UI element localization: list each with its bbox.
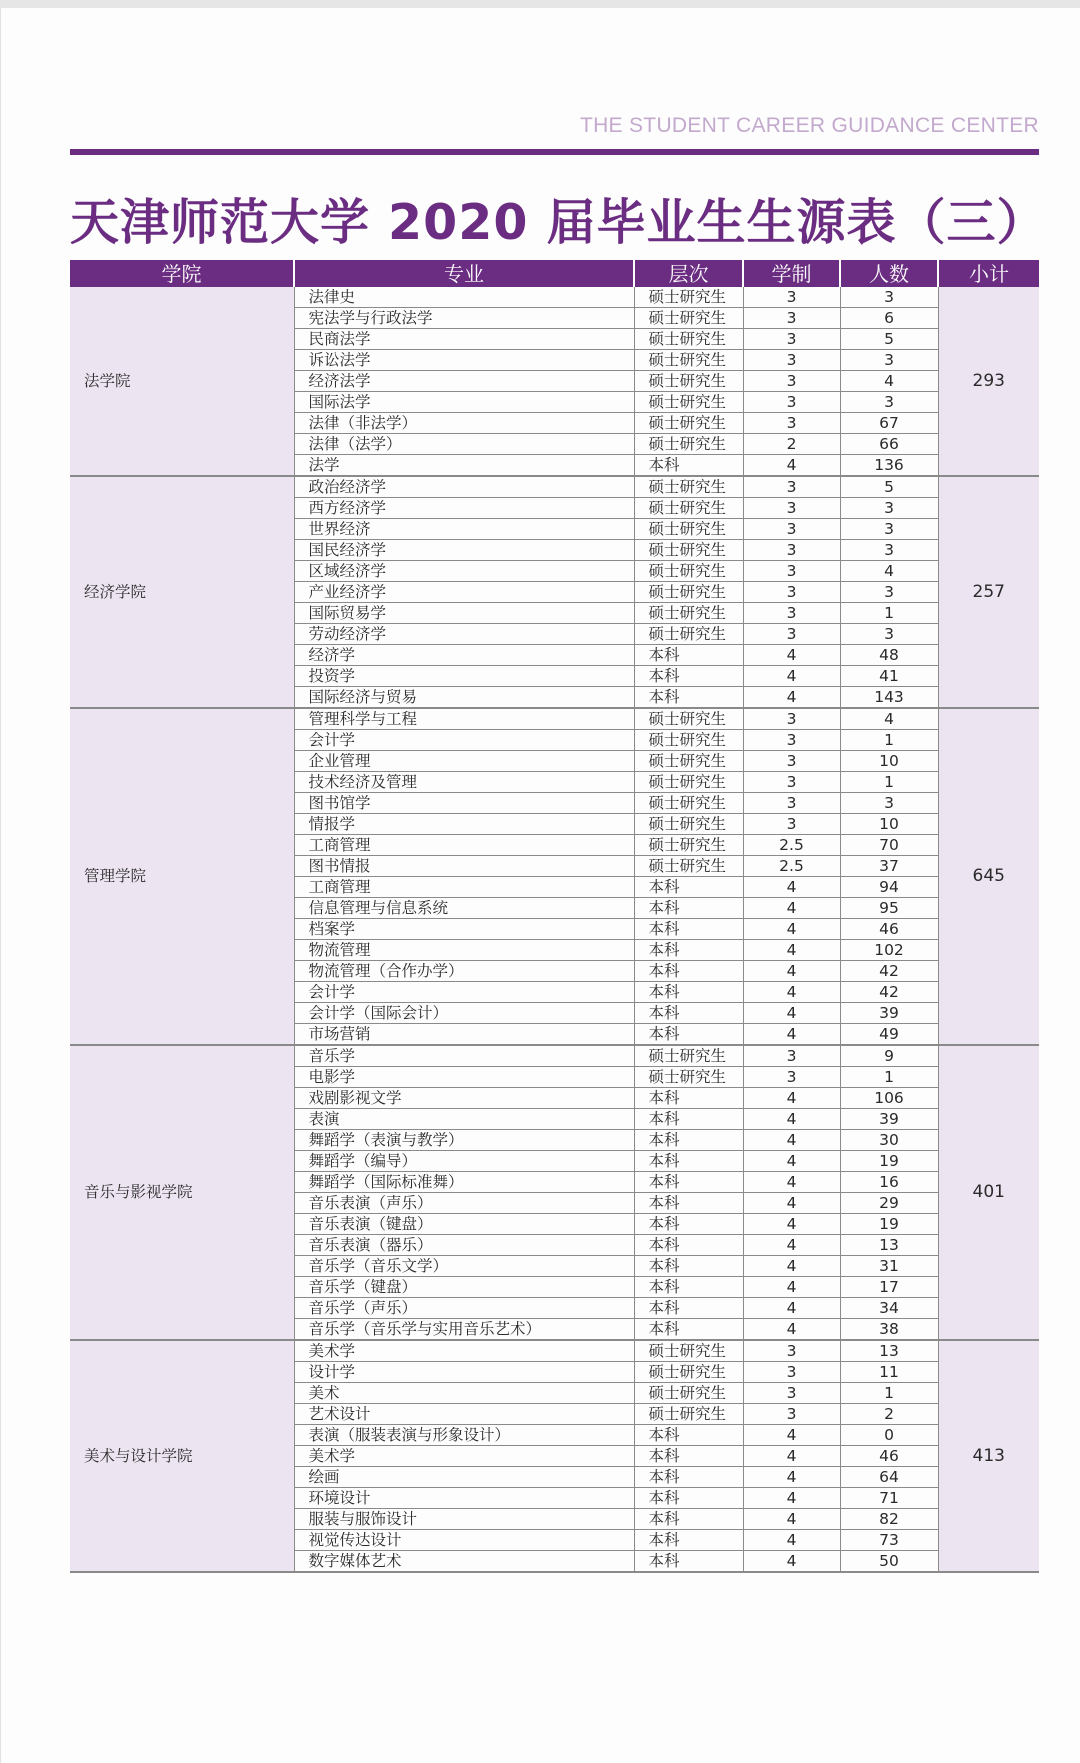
level-cell: 硕士研究生 bbox=[634, 1404, 743, 1425]
years-cell: 3 bbox=[743, 1045, 840, 1067]
level-cell: 硕士研究生 bbox=[634, 519, 743, 540]
major-cell: 民商法学 bbox=[294, 329, 634, 350]
level-cell: 本科 bbox=[634, 1109, 743, 1130]
years-cell: 3 bbox=[743, 708, 840, 730]
level-cell: 本科 bbox=[634, 961, 743, 982]
level-cell: 硕士研究生 bbox=[634, 1045, 743, 1067]
count-cell: 41 bbox=[840, 666, 938, 687]
level-cell: 本科 bbox=[634, 1298, 743, 1319]
years-cell: 2.5 bbox=[743, 856, 840, 877]
major-cell: 国际法学 bbox=[294, 392, 634, 413]
level-cell: 本科 bbox=[634, 1551, 743, 1573]
subtotal-cell: 413 bbox=[938, 1340, 1039, 1572]
level-cell: 本科 bbox=[634, 898, 743, 919]
major-cell: 美术学 bbox=[294, 1340, 634, 1362]
years-cell: 3 bbox=[743, 498, 840, 519]
years-cell: 4 bbox=[743, 1193, 840, 1214]
major-cell: 数字媒体艺术 bbox=[294, 1551, 634, 1573]
years-cell: 2 bbox=[743, 434, 840, 455]
major-cell: 情报学 bbox=[294, 814, 634, 835]
column-header-years: 学制 bbox=[743, 260, 840, 287]
years-cell: 3 bbox=[743, 1383, 840, 1404]
years-cell: 4 bbox=[743, 1277, 840, 1298]
count-cell: 37 bbox=[840, 856, 938, 877]
years-cell: 3 bbox=[743, 1340, 840, 1362]
years-cell: 4 bbox=[743, 1256, 840, 1277]
level-cell: 本科 bbox=[634, 1446, 743, 1467]
major-cell: 表演（服装表演与形象设计） bbox=[294, 1425, 634, 1446]
level-cell: 本科 bbox=[634, 982, 743, 1003]
major-cell: 设计学 bbox=[294, 1362, 634, 1383]
major-cell: 宪法学与行政法学 bbox=[294, 308, 634, 329]
major-cell: 市场营销 bbox=[294, 1024, 634, 1046]
count-cell: 10 bbox=[840, 814, 938, 835]
count-cell: 70 bbox=[840, 835, 938, 856]
major-cell: 投资学 bbox=[294, 666, 634, 687]
table-row bbox=[70, 476, 1039, 498]
count-cell: 6 bbox=[840, 308, 938, 329]
years-cell: 4 bbox=[743, 1488, 840, 1509]
years-cell: 3 bbox=[743, 772, 840, 793]
count-cell: 1 bbox=[840, 603, 938, 624]
table-body bbox=[70, 287, 1039, 1572]
major-cell: 国民经济学 bbox=[294, 540, 634, 561]
years-cell: 3 bbox=[743, 1362, 840, 1383]
years-cell: 4 bbox=[743, 1088, 840, 1109]
page-edge bbox=[0, 8, 1, 1763]
years-cell: 4 bbox=[743, 961, 840, 982]
years-cell: 3 bbox=[743, 392, 840, 413]
count-cell: 39 bbox=[840, 1003, 938, 1024]
count-cell: 48 bbox=[840, 645, 938, 666]
years-cell: 4 bbox=[743, 1551, 840, 1573]
college-cell: 音乐与影视学院 bbox=[70, 1045, 294, 1340]
major-cell: 法学 bbox=[294, 455, 634, 477]
level-cell: 硕士研究生 bbox=[634, 434, 743, 455]
level-cell: 本科 bbox=[634, 940, 743, 961]
level-cell: 本科 bbox=[634, 1172, 743, 1193]
count-cell: 67 bbox=[840, 413, 938, 434]
years-cell: 4 bbox=[743, 982, 840, 1003]
count-cell: 13 bbox=[840, 1235, 938, 1256]
major-cell: 电影学 bbox=[294, 1067, 634, 1088]
count-cell: 4 bbox=[840, 371, 938, 392]
major-cell: 企业管理 bbox=[294, 751, 634, 772]
major-cell: 国际贸易学 bbox=[294, 603, 634, 624]
major-cell: 西方经济学 bbox=[294, 498, 634, 519]
years-cell: 3 bbox=[743, 476, 840, 498]
count-cell: 66 bbox=[840, 434, 938, 455]
major-cell: 物流管理（合作办学） bbox=[294, 961, 634, 982]
years-cell: 3 bbox=[743, 561, 840, 582]
count-cell: 42 bbox=[840, 961, 938, 982]
level-cell: 硕士研究生 bbox=[634, 624, 743, 645]
years-cell: 4 bbox=[743, 1319, 840, 1341]
level-cell: 本科 bbox=[634, 1256, 743, 1277]
level-cell: 硕士研究生 bbox=[634, 1340, 743, 1362]
level-cell: 本科 bbox=[634, 1024, 743, 1046]
page-title: 天津师范大学 2020 届毕业生生源表（三） bbox=[70, 194, 1047, 251]
years-cell: 3 bbox=[743, 287, 840, 308]
years-cell: 4 bbox=[743, 687, 840, 709]
count-cell: 3 bbox=[840, 540, 938, 561]
years-cell: 3 bbox=[743, 814, 840, 835]
years-cell: 4 bbox=[743, 1003, 840, 1024]
count-cell: 34 bbox=[840, 1298, 938, 1319]
subtotal-cell: 293 bbox=[938, 287, 1039, 476]
level-cell: 硕士研究生 bbox=[634, 329, 743, 350]
major-cell: 法律（非法学） bbox=[294, 413, 634, 434]
count-cell: 3 bbox=[840, 350, 938, 371]
level-cell: 本科 bbox=[634, 645, 743, 666]
count-cell: 143 bbox=[840, 687, 938, 709]
level-cell: 硕士研究生 bbox=[634, 856, 743, 877]
major-cell: 国际经济与贸易 bbox=[294, 687, 634, 709]
level-cell: 本科 bbox=[634, 919, 743, 940]
count-cell: 4 bbox=[840, 708, 938, 730]
count-cell: 49 bbox=[840, 1024, 938, 1046]
level-cell: 硕士研究生 bbox=[634, 1067, 743, 1088]
years-cell: 4 bbox=[743, 898, 840, 919]
years-cell: 4 bbox=[743, 1109, 840, 1130]
count-cell: 82 bbox=[840, 1509, 938, 1530]
level-cell: 硕士研究生 bbox=[634, 793, 743, 814]
years-cell: 4 bbox=[743, 1298, 840, 1319]
major-cell: 服装与服饰设计 bbox=[294, 1509, 634, 1530]
major-cell: 世界经济 bbox=[294, 519, 634, 540]
major-cell: 法律（法学） bbox=[294, 434, 634, 455]
count-cell: 95 bbox=[840, 898, 938, 919]
years-cell: 4 bbox=[743, 1172, 840, 1193]
years-cell: 4 bbox=[743, 455, 840, 477]
major-cell: 产业经济学 bbox=[294, 582, 634, 603]
screen-top-bar bbox=[0, 0, 1080, 8]
major-cell: 经济法学 bbox=[294, 371, 634, 392]
level-cell: 本科 bbox=[634, 1319, 743, 1341]
level-cell: 本科 bbox=[634, 1425, 743, 1446]
major-cell: 音乐学（声乐） bbox=[294, 1298, 634, 1319]
major-cell: 法律史 bbox=[294, 287, 634, 308]
major-cell: 档案学 bbox=[294, 919, 634, 940]
major-cell: 工商管理 bbox=[294, 877, 634, 898]
column-header-level: 层次 bbox=[634, 260, 743, 287]
major-cell: 环境设计 bbox=[294, 1488, 634, 1509]
level-cell: 硕士研究生 bbox=[634, 371, 743, 392]
table-row bbox=[70, 287, 1039, 308]
years-cell: 2.5 bbox=[743, 835, 840, 856]
years-cell: 4 bbox=[743, 666, 840, 687]
years-cell: 4 bbox=[743, 1214, 840, 1235]
column-header-major: 专业 bbox=[294, 260, 634, 287]
table-row bbox=[70, 708, 1039, 730]
count-cell: 73 bbox=[840, 1530, 938, 1551]
count-cell: 3 bbox=[840, 392, 938, 413]
count-cell: 71 bbox=[840, 1488, 938, 1509]
count-cell: 102 bbox=[840, 940, 938, 961]
years-cell: 3 bbox=[743, 793, 840, 814]
level-cell: 硕士研究生 bbox=[634, 392, 743, 413]
major-cell: 绘画 bbox=[294, 1467, 634, 1488]
years-cell: 3 bbox=[743, 1067, 840, 1088]
years-cell: 3 bbox=[743, 350, 840, 371]
count-cell: 1 bbox=[840, 772, 938, 793]
major-cell: 会计学 bbox=[294, 982, 634, 1003]
major-cell: 会计学 bbox=[294, 730, 634, 751]
count-cell: 1 bbox=[840, 1383, 938, 1404]
count-cell: 50 bbox=[840, 1551, 938, 1573]
level-cell: 本科 bbox=[634, 1509, 743, 1530]
level-cell: 本科 bbox=[634, 1530, 743, 1551]
years-cell: 3 bbox=[743, 1404, 840, 1425]
major-cell: 图书馆学 bbox=[294, 793, 634, 814]
count-cell: 39 bbox=[840, 1109, 938, 1130]
count-cell: 30 bbox=[840, 1130, 938, 1151]
years-cell: 4 bbox=[743, 1425, 840, 1446]
major-cell: 表演 bbox=[294, 1109, 634, 1130]
count-cell: 3 bbox=[840, 582, 938, 603]
column-header-college: 学院 bbox=[70, 260, 294, 287]
years-cell: 4 bbox=[743, 1151, 840, 1172]
subtotal-cell: 401 bbox=[938, 1045, 1039, 1340]
major-cell: 工商管理 bbox=[294, 835, 634, 856]
years-cell: 4 bbox=[743, 1024, 840, 1046]
level-cell: 本科 bbox=[634, 1235, 743, 1256]
major-cell: 诉讼法学 bbox=[294, 350, 634, 371]
graduate-source-table bbox=[70, 260, 1039, 1573]
level-cell: 硕士研究生 bbox=[634, 582, 743, 603]
years-cell: 3 bbox=[743, 519, 840, 540]
major-cell: 音乐学（音乐文学） bbox=[294, 1256, 634, 1277]
count-cell: 38 bbox=[840, 1319, 938, 1341]
level-cell: 硕士研究生 bbox=[634, 730, 743, 751]
level-cell: 硕士研究生 bbox=[634, 540, 743, 561]
major-cell: 劳动经济学 bbox=[294, 624, 634, 645]
years-cell: 4 bbox=[743, 919, 840, 940]
years-cell: 4 bbox=[743, 1467, 840, 1488]
years-cell: 4 bbox=[743, 645, 840, 666]
level-cell: 硕士研究生 bbox=[634, 835, 743, 856]
level-cell: 硕士研究生 bbox=[634, 561, 743, 582]
major-cell: 会计学（国际会计） bbox=[294, 1003, 634, 1024]
level-cell: 本科 bbox=[634, 1151, 743, 1172]
years-cell: 3 bbox=[743, 624, 840, 645]
level-cell: 硕士研究生 bbox=[634, 772, 743, 793]
column-header-subtotal: 小计 bbox=[938, 260, 1039, 287]
count-cell: 106 bbox=[840, 1088, 938, 1109]
level-cell: 本科 bbox=[634, 1088, 743, 1109]
level-cell: 硕士研究生 bbox=[634, 287, 743, 308]
years-cell: 4 bbox=[743, 877, 840, 898]
table-row bbox=[70, 1340, 1039, 1362]
years-cell: 3 bbox=[743, 751, 840, 772]
years-cell: 4 bbox=[743, 1130, 840, 1151]
major-cell: 音乐表演（键盘） bbox=[294, 1214, 634, 1235]
count-cell: 17 bbox=[840, 1277, 938, 1298]
count-cell: 5 bbox=[840, 329, 938, 350]
college-cell: 法学院 bbox=[70, 287, 294, 476]
years-cell: 3 bbox=[743, 329, 840, 350]
years-cell: 4 bbox=[743, 940, 840, 961]
level-cell: 硕士研究生 bbox=[634, 751, 743, 772]
count-cell: 5 bbox=[840, 476, 938, 498]
count-cell: 3 bbox=[840, 624, 938, 645]
level-cell: 本科 bbox=[634, 1488, 743, 1509]
column-header-count: 人数 bbox=[840, 260, 938, 287]
table-row bbox=[70, 1045, 1039, 1067]
count-cell: 11 bbox=[840, 1362, 938, 1383]
count-cell: 13 bbox=[840, 1340, 938, 1362]
years-cell: 3 bbox=[743, 730, 840, 751]
count-cell: 19 bbox=[840, 1214, 938, 1235]
count-cell: 3 bbox=[840, 519, 938, 540]
count-cell: 64 bbox=[840, 1467, 938, 1488]
table-header-row bbox=[70, 260, 1039, 287]
header-rule bbox=[70, 149, 1039, 155]
level-cell: 本科 bbox=[634, 666, 743, 687]
level-cell: 本科 bbox=[634, 1193, 743, 1214]
major-cell: 戏剧影视文学 bbox=[294, 1088, 634, 1109]
major-cell: 音乐表演（器乐） bbox=[294, 1235, 634, 1256]
count-cell: 42 bbox=[840, 982, 938, 1003]
level-cell: 硕士研究生 bbox=[634, 308, 743, 329]
count-cell: 94 bbox=[840, 877, 938, 898]
years-cell: 3 bbox=[743, 413, 840, 434]
level-cell: 本科 bbox=[634, 1277, 743, 1298]
level-cell: 硕士研究生 bbox=[634, 1383, 743, 1404]
count-cell: 31 bbox=[840, 1256, 938, 1277]
subtotal-cell: 257 bbox=[938, 476, 1039, 708]
major-cell: 管理科学与工程 bbox=[294, 708, 634, 730]
count-cell: 9 bbox=[840, 1045, 938, 1067]
years-cell: 3 bbox=[743, 603, 840, 624]
major-cell: 舞蹈学（编导） bbox=[294, 1151, 634, 1172]
level-cell: 硕士研究生 bbox=[634, 603, 743, 624]
level-cell: 本科 bbox=[634, 877, 743, 898]
major-cell: 舞蹈学（表演与教学） bbox=[294, 1130, 634, 1151]
major-cell: 艺术设计 bbox=[294, 1404, 634, 1425]
major-cell: 政治经济学 bbox=[294, 476, 634, 498]
years-cell: 3 bbox=[743, 371, 840, 392]
level-cell: 硕士研究生 bbox=[634, 498, 743, 519]
count-cell: 3 bbox=[840, 498, 938, 519]
count-cell: 1 bbox=[840, 1067, 938, 1088]
count-cell: 29 bbox=[840, 1193, 938, 1214]
major-cell: 音乐学（键盘） bbox=[294, 1277, 634, 1298]
count-cell: 19 bbox=[840, 1151, 938, 1172]
major-cell: 音乐表演（声乐） bbox=[294, 1193, 634, 1214]
years-cell: 4 bbox=[743, 1235, 840, 1256]
major-cell: 技术经济及管理 bbox=[294, 772, 634, 793]
level-cell: 本科 bbox=[634, 1214, 743, 1235]
major-cell: 经济学 bbox=[294, 645, 634, 666]
count-cell: 0 bbox=[840, 1425, 938, 1446]
level-cell: 硕士研究生 bbox=[634, 814, 743, 835]
college-cell: 经济学院 bbox=[70, 476, 294, 708]
count-cell: 2 bbox=[840, 1404, 938, 1425]
major-cell: 音乐学 bbox=[294, 1045, 634, 1067]
level-cell: 硕士研究生 bbox=[634, 708, 743, 730]
level-cell: 本科 bbox=[634, 1467, 743, 1488]
level-cell: 本科 bbox=[634, 455, 743, 477]
count-cell: 16 bbox=[840, 1172, 938, 1193]
header-tagline: THE STUDENT CAREER GUIDANCE CENTER bbox=[579, 114, 1039, 137]
major-cell: 图书情报 bbox=[294, 856, 634, 877]
major-cell: 物流管理 bbox=[294, 940, 634, 961]
count-cell: 10 bbox=[840, 751, 938, 772]
count-cell: 1 bbox=[840, 730, 938, 751]
level-cell: 本科 bbox=[634, 1003, 743, 1024]
level-cell: 本科 bbox=[634, 687, 743, 709]
years-cell: 3 bbox=[743, 582, 840, 603]
count-cell: 46 bbox=[840, 1446, 938, 1467]
major-cell: 信息管理与信息系统 bbox=[294, 898, 634, 919]
college-cell: 管理学院 bbox=[70, 708, 294, 1045]
years-cell: 4 bbox=[743, 1509, 840, 1530]
college-cell: 美术与设计学院 bbox=[70, 1340, 294, 1572]
level-cell: 本科 bbox=[634, 1130, 743, 1151]
count-cell: 3 bbox=[840, 287, 938, 308]
level-cell: 硕士研究生 bbox=[634, 350, 743, 371]
years-cell: 3 bbox=[743, 540, 840, 561]
level-cell: 硕士研究生 bbox=[634, 1362, 743, 1383]
major-cell: 音乐学（音乐学与实用音乐艺术） bbox=[294, 1319, 634, 1341]
major-cell: 视觉传达设计 bbox=[294, 1530, 634, 1551]
years-cell: 4 bbox=[743, 1530, 840, 1551]
major-cell: 美术学 bbox=[294, 1446, 634, 1467]
count-cell: 4 bbox=[840, 561, 938, 582]
count-cell: 46 bbox=[840, 919, 938, 940]
count-cell: 3 bbox=[840, 793, 938, 814]
major-cell: 美术 bbox=[294, 1383, 634, 1404]
subtotal-cell: 645 bbox=[938, 708, 1039, 1045]
level-cell: 硕士研究生 bbox=[634, 413, 743, 434]
years-cell: 4 bbox=[743, 1446, 840, 1467]
major-cell: 舞蹈学（国际标准舞） bbox=[294, 1172, 634, 1193]
major-cell: 区域经济学 bbox=[294, 561, 634, 582]
level-cell: 硕士研究生 bbox=[634, 476, 743, 498]
years-cell: 3 bbox=[743, 308, 840, 329]
count-cell: 136 bbox=[840, 455, 938, 477]
